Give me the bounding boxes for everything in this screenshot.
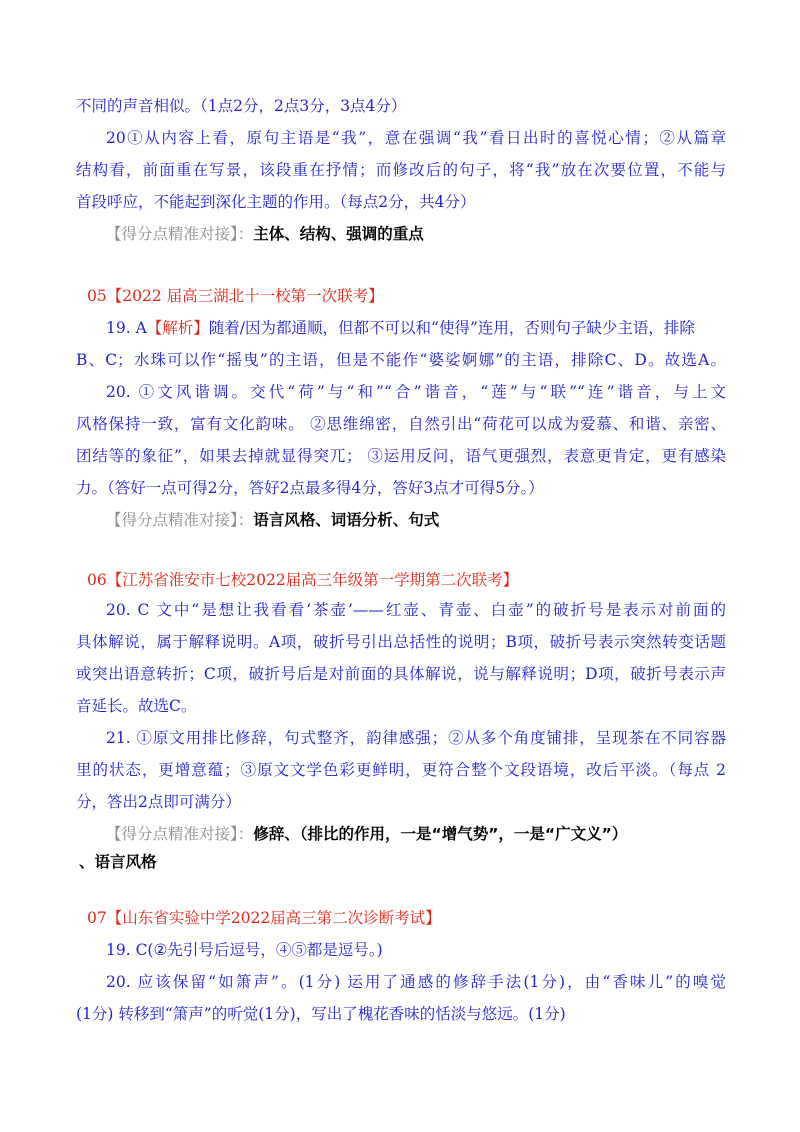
text-line: 力。（答好一点可得2分，答好2点最多得4分，答好3点才可得5分。）: [76, 479, 544, 497]
answer-number: 19. A: [106, 319, 147, 337]
score-label: 【得分点精准对接】：: [106, 225, 254, 243]
text-line: 19. C(②先引号后逗号，④⑤都是逗号。): [106, 941, 383, 959]
section-heading-06: [87, 570, 518, 590]
score-keywords: 修辞、（排比的作用，一是“增气势”，一是“广文义”）: [253, 825, 628, 843]
section-number: 05: [87, 287, 107, 305]
score-label: 【得分点精准对接】：: [106, 511, 254, 529]
answer-19-line: [106, 318, 726, 338]
answer-text: 随着/因为都通顺，但都不可以和“使得”连用，否则句子缺少主语，排除: [208, 319, 695, 337]
analysis-tag: 【解析】: [146, 319, 209, 337]
section-title: 【2022 届高三湖北十一校第一次联考】: [106, 287, 384, 305]
section-heading-05: [87, 286, 384, 306]
text-line: 20①从内容上看，原句主语是“我”，意在强调“我”看日出时的喜悦心情；②从篇章: [106, 129, 726, 147]
text-line: 里的状态，更增意蕴；③原文文学色彩更鲜明，更符合整个文段语境，改后平淡。（每点 2: [76, 761, 726, 779]
text-line: 或突出语意转折；C项，破折号后是对前面的具体解说，说与解释说明；D项，破折号表示声: [76, 665, 726, 683]
section-title: 【山东省实验中学2022届高三第二次诊断考试】: [106, 909, 441, 927]
section-number: 07: [87, 909, 107, 927]
text-line: B、C；水珠可以作“摇曳”的主语，但是不能作“婆娑婀娜”的主语，排除C、D。故选A。: [76, 351, 726, 369]
text-line: 音延长。故选C。: [76, 697, 197, 715]
text-line: 首段呼应，不能起到深化主题的作用。（每点2分，共4分）: [76, 193, 476, 211]
text-line: 20. 应该保留“如箫声”。(1分) 运用了通感的修辞手法(1分)，由“香味儿”的嗅觉: [106, 973, 726, 991]
text-line: (1分) 转移到“箫声”的听觉(1分)，写出了槐花香味的恬淡与悠远。(1分): [76, 1005, 566, 1023]
section-number: 06: [87, 571, 107, 589]
section-heading-07: [87, 908, 441, 928]
score-point-line: [106, 224, 726, 244]
text-line: 21. ①原文用排比修辞，句式整齐，韵律感强；②从多个角度铺排，呈现茶在不同容器: [106, 729, 726, 747]
text-line: 结构看，前面重在写景，该段重在抒情；而修改后的句子，将“我”放在次要位置，不能与: [76, 161, 726, 179]
text-line: 具体解说，属于解释说明。A项，破折号引出总括性的说明；B项，破折号表示突然转变话题: [76, 633, 726, 651]
text-line: 20. C 文中“是想让我看看‘茶壶’——红壶、青壶、白壶”的破折号是表示对前面的: [106, 601, 726, 619]
score-keywords: 主体、结构、强调的重点: [253, 225, 424, 243]
text-line: 分，答出2点即可满分）: [76, 793, 241, 811]
text-line: 团结等的象征”，如果去掉就显得突兀； ③运用反问，语气更强烈，表意更肯定，更有感染: [76, 447, 726, 465]
score-keywords: 语言风格、词语分析、句式: [253, 511, 440, 529]
text-line: 20. ①文风谐调。交代“荷”与“和”“合”谐音，“莲”与“联”“连”谐音，与上文: [106, 383, 726, 401]
section-title: 【江苏省淮安市七校2022届高三年级第一学期第二次联考】: [106, 571, 519, 589]
score-label: 【得分点精准对接】：: [106, 825, 254, 843]
score-point-line: [106, 510, 726, 530]
text-line: 不同的声音相似。（1点2分，2点3分，3点4分）: [76, 97, 407, 115]
text-line: 风格保持一致，富有文化韵味。 ②思维绵密，自然引出“荷花可以成为爱慕、和谐、亲密、: [76, 415, 726, 433]
score-point-continuation: [79, 852, 729, 872]
score-keywords: 、语言风格: [79, 853, 157, 871]
score-point-line: [106, 824, 726, 844]
